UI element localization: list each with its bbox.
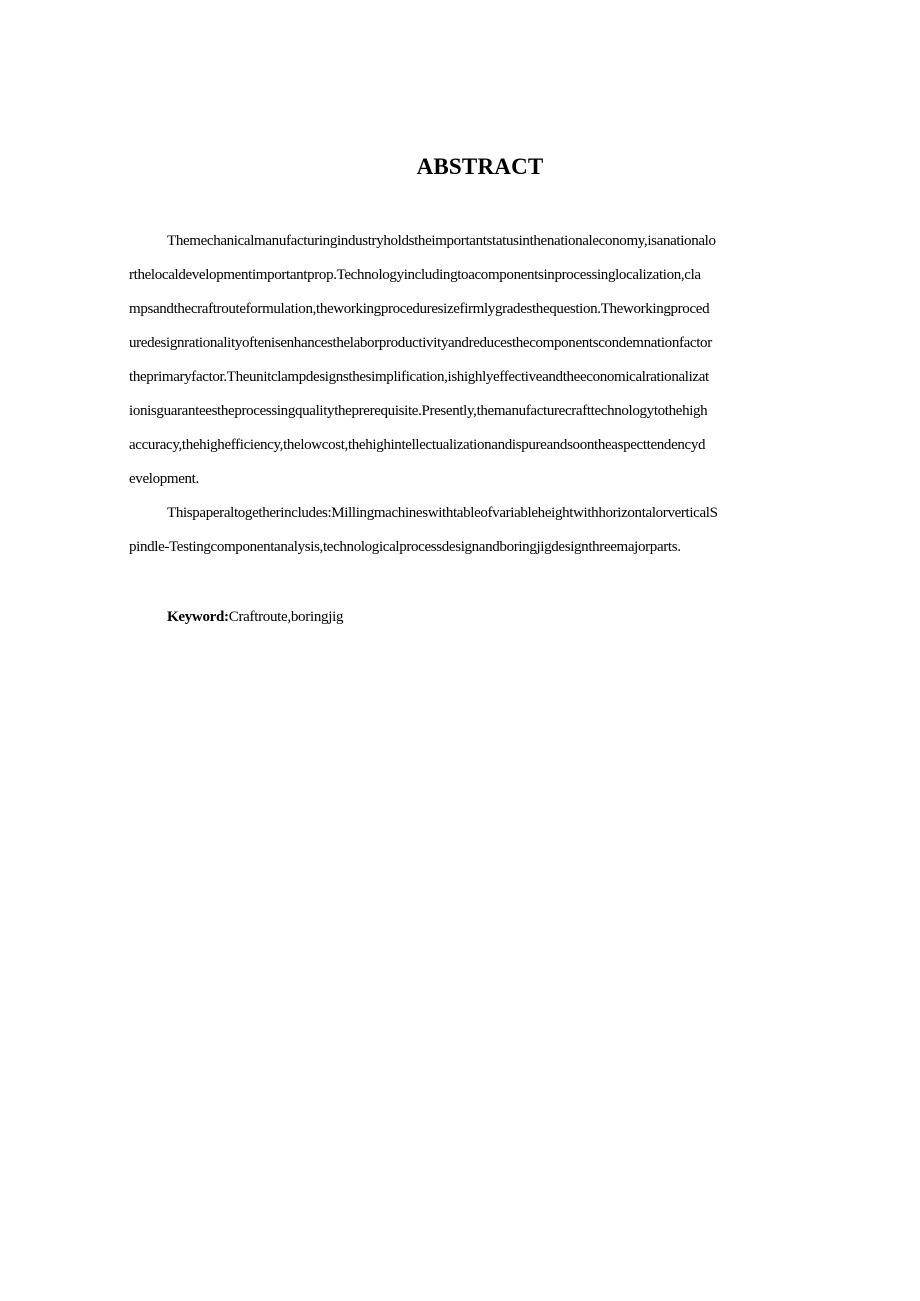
paragraph-2 — [129, 502, 829, 570]
abstract-body — [129, 230, 829, 570]
paragraph-1 — [129, 230, 829, 502]
keyword-line — [167, 606, 343, 628]
paragraph-line: theprimaryfactor.Theunitclampdesignsthesimplification,ishighlyeffectiveandtheeconomicalrationalizat — [129, 369, 709, 385]
paragraph-line: accuracy,thehighefficiency,thelowcost,thehighintellectualizationandispureandsoontheaspecttendencyd — [129, 437, 706, 453]
paragraph-line: evelopment. — [129, 471, 199, 487]
paragraph-line: Themechanicalmanufacturingindustryholdstheimportantstatusinthenationaleconomy,isanationalo — [167, 233, 716, 249]
paragraph-line: ionisguaranteestheprocessingqualitytheprerequisite.Presently,themanufacturecrafttechnologytothehigh — [129, 403, 708, 419]
abstract-title: ABSTRACT — [416, 154, 544, 179]
paragraph-line: uredesignrationalityoftenisenhancesthelaborproductivityandreducesthecomponentscondemnationfactor — [129, 335, 712, 351]
paragraph-line: Thispaperaltogetherincludes:MillingmachineswithtableofvariableheightwithhorizontalorverticalS — [167, 505, 718, 521]
paragraph-line: mpsandthecraftrouteformulation,theworkingproceduresizefirmlygradesthequestion.Theworkingproced — [129, 301, 710, 317]
keyword-label: Keyword: — [167, 609, 229, 625]
keyword-value: Craftroute,boringjig — [228, 609, 344, 625]
paragraph-line: rthelocaldevelopmentimportantprop.Technologyincludingtoacomponentsinprocessinglocalization,cla — [129, 267, 701, 283]
paragraph-line: pindle-Testingcomponentanalysis,technologicalprocessdesignandboringjigdesignthreemajorparts. — [129, 539, 681, 555]
